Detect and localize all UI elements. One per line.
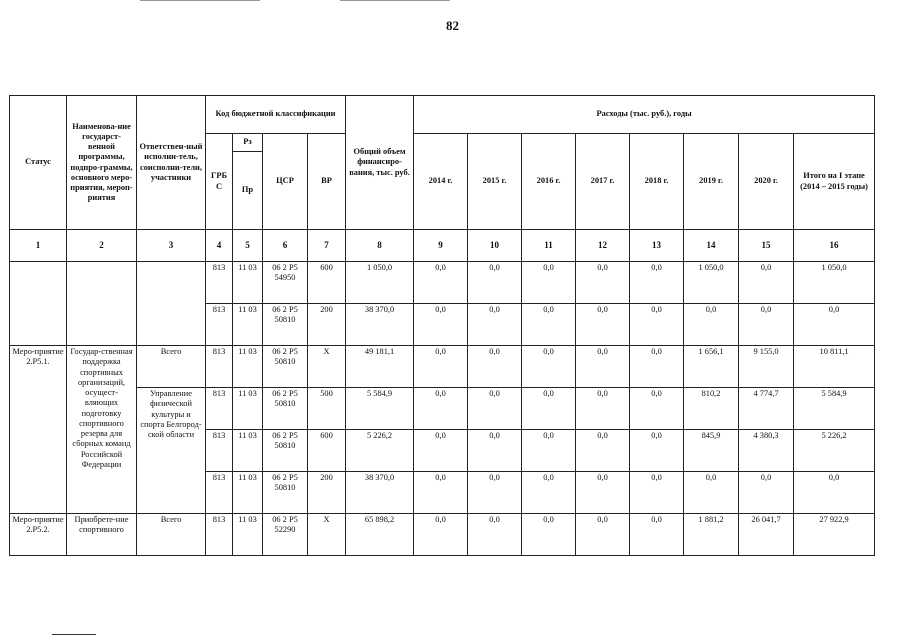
total-cell: 49 181,1 — [346, 346, 414, 388]
table-row — [10, 346, 875, 388]
year-2016-cell: 0,0 — [522, 262, 576, 304]
table-row — [10, 262, 875, 304]
csr-cell: 06 2 Р5 50810 — [263, 346, 308, 388]
total-cell: 38 370,0 — [346, 304, 414, 346]
grbs-cell: 813 — [206, 262, 233, 304]
column-number: 7 — [308, 230, 346, 262]
year-2014-cell: 0,0 — [414, 346, 468, 388]
year-2017-cell: 0,0 — [576, 388, 630, 430]
header-year-2020: 2020 г. — [739, 134, 794, 230]
csr-cell: 06 2 Р5 54950 — [263, 262, 308, 304]
year-2015-cell: 0,0 — [468, 262, 522, 304]
column-number: 6 — [263, 230, 308, 262]
year-2014-cell: 0,0 — [414, 304, 468, 346]
header-expenses: Расходы (тыс. руб.), годы — [414, 96, 875, 134]
total-cell: 1 050,0 — [346, 262, 414, 304]
header-grbs: ГРБ С — [206, 134, 233, 230]
program-name-cell-empty — [67, 262, 137, 346]
header-year-2017: 2017 г. — [576, 134, 630, 230]
year-2020-cell: 9 155,0 — [739, 346, 794, 388]
top-scan-line — [340, 0, 450, 1]
vr-cell: 200 — [308, 472, 346, 514]
column-numbers-row — [10, 230, 875, 262]
year-2015-cell: 0,0 — [468, 304, 522, 346]
rzpr-cell: 11 03 — [233, 514, 263, 556]
csr-cell: 06 2 Р5 50810 — [263, 304, 308, 346]
status-cell: Меро-приятие 2.Р5.1. — [10, 346, 67, 514]
year-2015-cell: 0,0 — [468, 388, 522, 430]
year-2018-cell: 0,0 — [630, 472, 684, 514]
year-2018-cell: 0,0 — [630, 346, 684, 388]
vr-cell: Х — [308, 514, 346, 556]
year-2017-cell: 0,0 — [576, 304, 630, 346]
year-2018-cell: 0,0 — [630, 388, 684, 430]
budget-table — [9, 95, 875, 556]
header-budget-code: Код бюджетной классификации — [206, 96, 346, 134]
rzpr-cell: 11 03 — [233, 346, 263, 388]
year-2020-cell: 4 380,3 — [739, 430, 794, 472]
vr-cell: 600 — [308, 430, 346, 472]
vr-cell: 500 — [308, 388, 346, 430]
year-2015-cell: 0,0 — [468, 472, 522, 514]
year-2020-cell: 0,0 — [739, 262, 794, 304]
table-row — [10, 514, 875, 556]
column-number: 4 — [206, 230, 233, 262]
column-number: 2 — [67, 230, 137, 262]
rzpr-cell: 11 03 — [233, 430, 263, 472]
page-number: 82 — [446, 18, 459, 33]
vr-cell: Х — [308, 346, 346, 388]
year-2016-cell: 0,0 — [522, 346, 576, 388]
header-year-2015: 2015 г. — [468, 134, 522, 230]
column-number: 12 — [576, 230, 630, 262]
rzpr-cell: 11 03 — [233, 262, 263, 304]
year-2020-cell: 0,0 — [739, 304, 794, 346]
year-2019-cell: 1 050,0 — [684, 262, 739, 304]
column-number: 10 — [468, 230, 522, 262]
year-2016-cell: 0,0 — [522, 430, 576, 472]
year-2015-cell: 0,0 — [468, 430, 522, 472]
footnote-separator — [52, 634, 96, 635]
header-status: Статус — [10, 96, 67, 230]
program-name-cell: Приобрете-ние спортивного — [67, 514, 137, 556]
year-2014-cell: 0,0 — [414, 388, 468, 430]
year-2016-cell: 0,0 — [522, 514, 576, 556]
header-rz: Рз — [233, 134, 263, 152]
status-cell-empty — [10, 262, 67, 346]
header-responsible: Ответствен-ный исполни-тель, соисполни-тели, участники — [137, 96, 206, 230]
csr-cell: 06 2 Р5 50810 — [263, 388, 308, 430]
table-row — [10, 388, 875, 430]
status-cell: Меро-приятие 2.Р5.2. — [10, 514, 67, 556]
year-2019-cell: 845,9 — [684, 430, 739, 472]
header-csr: ЦСР — [263, 134, 308, 230]
vr-cell: 600 — [308, 262, 346, 304]
column-number: 3 — [137, 230, 206, 262]
column-number: 14 — [684, 230, 739, 262]
grbs-cell: 813 — [206, 514, 233, 556]
itogo-cell: 0,0 — [794, 304, 875, 346]
year-2017-cell: 0,0 — [576, 514, 630, 556]
year-2014-cell: 0,0 — [414, 262, 468, 304]
header-total-volume: Общий объем финансиро-вания, тыс. руб. — [346, 96, 414, 230]
grbs-cell: 813 — [206, 430, 233, 472]
responsible-cell: Управление физической культуры и спорта Белгород-ской области — [137, 388, 206, 514]
year-2016-cell: 0,0 — [522, 388, 576, 430]
year-2017-cell: 0,0 — [576, 472, 630, 514]
year-2018-cell: 0,0 — [630, 304, 684, 346]
header-year-2016: 2016 г. — [522, 134, 576, 230]
program-name-cell: Государ-ственная поддержка спортивных организаций, осущест-вляющих подготовку спортивного резерва для сборных команд Российской Федерации — [67, 346, 137, 514]
year-2015-cell: 0,0 — [468, 514, 522, 556]
csr-cell: 06 2 Р5 50810 — [263, 472, 308, 514]
year-2014-cell: 0,0 — [414, 514, 468, 556]
year-2017-cell: 0,0 — [576, 430, 630, 472]
column-number: 8 — [346, 230, 414, 262]
year-2017-cell: 0,0 — [576, 262, 630, 304]
year-2019-cell: 1 881,2 — [684, 514, 739, 556]
header-program-name: Наименова-ние государст-венной программы, подпро-граммы, основного меро-приятия, мероп-риятия — [67, 96, 137, 230]
total-cell: 65 898,2 — [346, 514, 414, 556]
itogo-cell: 27 922,9 — [794, 514, 875, 556]
year-2014-cell: 0,0 — [414, 430, 468, 472]
responsible-cell: Всего — [137, 514, 206, 556]
table-header — [10, 96, 875, 262]
total-cell: 38 370,0 — [346, 472, 414, 514]
csr-cell: 06 2 Р5 52290 — [263, 514, 308, 556]
year-2019-cell: 0,0 — [684, 472, 739, 514]
header-year-2014: 2014 г. — [414, 134, 468, 230]
top-scan-line — [140, 0, 260, 1]
year-2018-cell: 0,0 — [630, 430, 684, 472]
year-2020-cell: 26 041,7 — [739, 514, 794, 556]
grbs-cell: 813 — [206, 346, 233, 388]
itogo-cell: 0,0 — [794, 472, 875, 514]
column-number: 5 — [233, 230, 263, 262]
csr-cell: 06 2 Р5 50810 — [263, 430, 308, 472]
year-2019-cell: 0,0 — [684, 304, 739, 346]
year-2019-cell: 1 656,1 — [684, 346, 739, 388]
rzpr-cell: 11 03 — [233, 388, 263, 430]
header-year-2019: 2019 г. — [684, 134, 739, 230]
responsible-cell: Всего — [137, 346, 206, 388]
column-number: 9 — [414, 230, 468, 262]
year-2019-cell: 810,2 — [684, 388, 739, 430]
year-2016-cell: 0,0 — [522, 472, 576, 514]
year-2020-cell: 4 774,7 — [739, 388, 794, 430]
table-body — [10, 262, 875, 556]
itogo-cell: 10 811,1 — [794, 346, 875, 388]
total-cell: 5 226,2 — [346, 430, 414, 472]
itogo-cell: 5 584,9 — [794, 388, 875, 430]
column-number: 1 — [10, 230, 67, 262]
column-number: 15 — [739, 230, 794, 262]
rzpr-cell: 11 03 — [233, 304, 263, 346]
responsible-cell-empty — [137, 262, 206, 346]
year-2020-cell: 0,0 — [739, 472, 794, 514]
header-vr: ВР — [308, 134, 346, 230]
vr-cell: 200 — [308, 304, 346, 346]
year-2016-cell: 0,0 — [522, 304, 576, 346]
year-2017-cell: 0,0 — [576, 346, 630, 388]
column-number: 16 — [794, 230, 875, 262]
year-2018-cell: 0,0 — [630, 262, 684, 304]
year-2015-cell: 0,0 — [468, 346, 522, 388]
grbs-cell: 813 — [206, 388, 233, 430]
column-number: 13 — [630, 230, 684, 262]
total-cell: 5 584,9 — [346, 388, 414, 430]
year-2018-cell: 0,0 — [630, 514, 684, 556]
itogo-cell: 5 226,2 — [794, 430, 875, 472]
header-pr: Пр — [233, 152, 263, 230]
itogo-cell: 1 050,0 — [794, 262, 875, 304]
rzpr-cell: 11 03 — [233, 472, 263, 514]
grbs-cell: 813 — [206, 304, 233, 346]
year-2014-cell: 0,0 — [414, 472, 468, 514]
header-year-2018: 2018 г. — [630, 134, 684, 230]
header-itogo: Итого на I этапе (2014 – 2015 годы) — [794, 134, 875, 230]
column-number: 11 — [522, 230, 576, 262]
grbs-cell: 813 — [206, 472, 233, 514]
